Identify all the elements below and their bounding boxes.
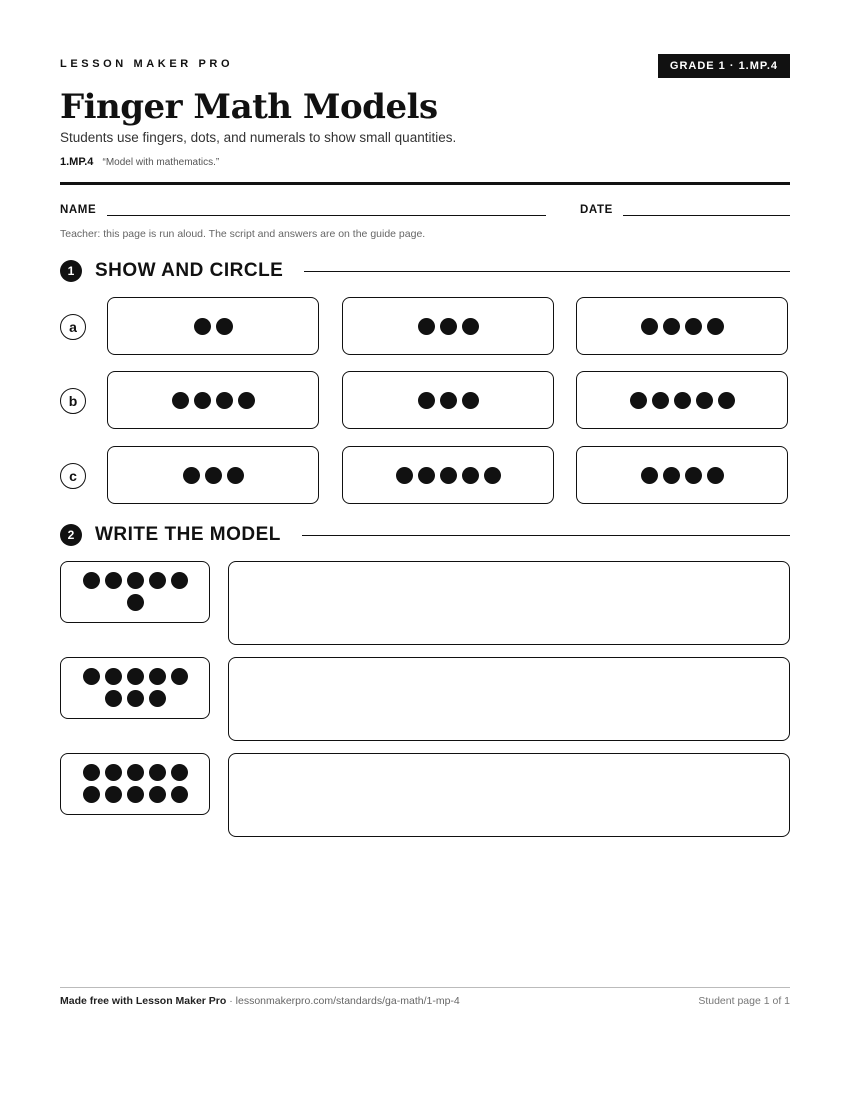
footer-url[interactable]: lessonmakerpro.com/standards/ga-math/1-mp-4 [235, 995, 460, 1007]
page-title: Finger Math Models [60, 87, 438, 127]
dot-model-card [60, 657, 210, 719]
dot [127, 690, 144, 707]
name-field[interactable] [107, 215, 546, 216]
dot-card[interactable] [107, 371, 319, 429]
dot [127, 594, 144, 611]
teacher-note: Teacher: this page is run aloud. The script and answers are on the guide page. [60, 228, 426, 240]
section-1-header [60, 259, 790, 283]
dot [696, 392, 713, 409]
dot [462, 318, 479, 335]
dot [440, 467, 457, 484]
dot [440, 318, 457, 335]
dot [83, 786, 100, 803]
standard-quote: “Model with mathematics.” [102, 157, 220, 168]
dot [216, 318, 233, 335]
dot [105, 668, 122, 685]
dot [83, 572, 100, 589]
dot [127, 668, 144, 685]
dot [641, 318, 658, 335]
dot [205, 467, 222, 484]
dot [663, 467, 680, 484]
dot [171, 786, 188, 803]
dot [707, 318, 724, 335]
section-number-badge: 2 [60, 524, 82, 546]
dot [396, 467, 413, 484]
dot [652, 392, 669, 409]
dot [707, 467, 724, 484]
dot-card[interactable] [576, 371, 788, 429]
dot [149, 764, 166, 781]
dot [171, 572, 188, 589]
section-2-header [60, 523, 790, 547]
dot [127, 572, 144, 589]
dot-card[interactable] [107, 446, 319, 504]
dot [194, 392, 211, 409]
footer-divider [60, 987, 790, 988]
dot-card[interactable] [576, 297, 788, 355]
dot [149, 786, 166, 803]
standard-line [60, 156, 219, 168]
dot [105, 572, 122, 589]
dot-card[interactable] [342, 297, 554, 355]
section-rule [304, 271, 790, 272]
row-label-a: a [60, 314, 86, 340]
dot [418, 392, 435, 409]
dot [171, 668, 188, 685]
dot [685, 467, 702, 484]
dot-row [127, 594, 144, 611]
dot [149, 690, 166, 707]
dot [172, 392, 189, 409]
row-label-b: b [60, 388, 86, 414]
dot [630, 392, 647, 409]
standard-code: 1.MP.4 [60, 156, 94, 168]
answer-box[interactable] [228, 657, 790, 741]
dot-model-card [60, 753, 210, 815]
grade-badge: GRADE 1 · 1.MP.4 [658, 54, 790, 78]
dot [418, 318, 435, 335]
dot [462, 467, 479, 484]
dot [171, 764, 188, 781]
dot [718, 392, 735, 409]
dot-card[interactable] [576, 446, 788, 504]
dot [105, 690, 122, 707]
dot-row [83, 764, 188, 781]
page-subtitle: Students use fingers, dots, and numerals to show small quantities. [60, 130, 457, 145]
dot [440, 392, 457, 409]
date-label: DATE [580, 204, 613, 216]
dot [83, 668, 100, 685]
dot [127, 786, 144, 803]
dot [216, 392, 233, 409]
dot-row [83, 572, 188, 589]
dot [83, 764, 100, 781]
footer-credit [60, 995, 460, 1007]
dot [149, 668, 166, 685]
answer-box[interactable] [228, 753, 790, 837]
date-field[interactable] [623, 215, 790, 216]
dot-card[interactable] [342, 446, 554, 504]
dot [641, 467, 658, 484]
brand-name: LESSON MAKER PRO [60, 58, 234, 70]
dot [105, 786, 122, 803]
dot-row [105, 690, 166, 707]
name-label: NAME [60, 204, 97, 216]
dot-card[interactable] [107, 297, 319, 355]
dot [685, 318, 702, 335]
footer-separator: · [229, 995, 236, 1007]
dot [674, 392, 691, 409]
dot [105, 764, 122, 781]
dot [183, 467, 200, 484]
section-title: SHOW AND CIRCLE [95, 260, 284, 281]
footer-page-number: Student page 1 of 1 [698, 995, 790, 1007]
dot-card[interactable] [342, 371, 554, 429]
dot-model-card [60, 561, 210, 623]
dot [484, 467, 501, 484]
section-number-badge: 1 [60, 260, 82, 282]
header-divider [60, 182, 790, 185]
answer-box[interactable] [228, 561, 790, 645]
dot [194, 318, 211, 335]
dot [149, 572, 166, 589]
worksheet-page [60, 0, 790, 1100]
dot [227, 467, 244, 484]
footer-brand: Made free with Lesson Maker Pro [60, 995, 227, 1007]
dot [663, 318, 680, 335]
dot [238, 392, 255, 409]
dot [462, 392, 479, 409]
dot [127, 764, 144, 781]
dot-row [83, 668, 188, 685]
section-title: WRITE THE MODEL [95, 524, 281, 545]
row-label-c: c [60, 463, 86, 489]
dot-row [83, 786, 188, 803]
dot [418, 467, 435, 484]
section-rule [302, 535, 790, 536]
